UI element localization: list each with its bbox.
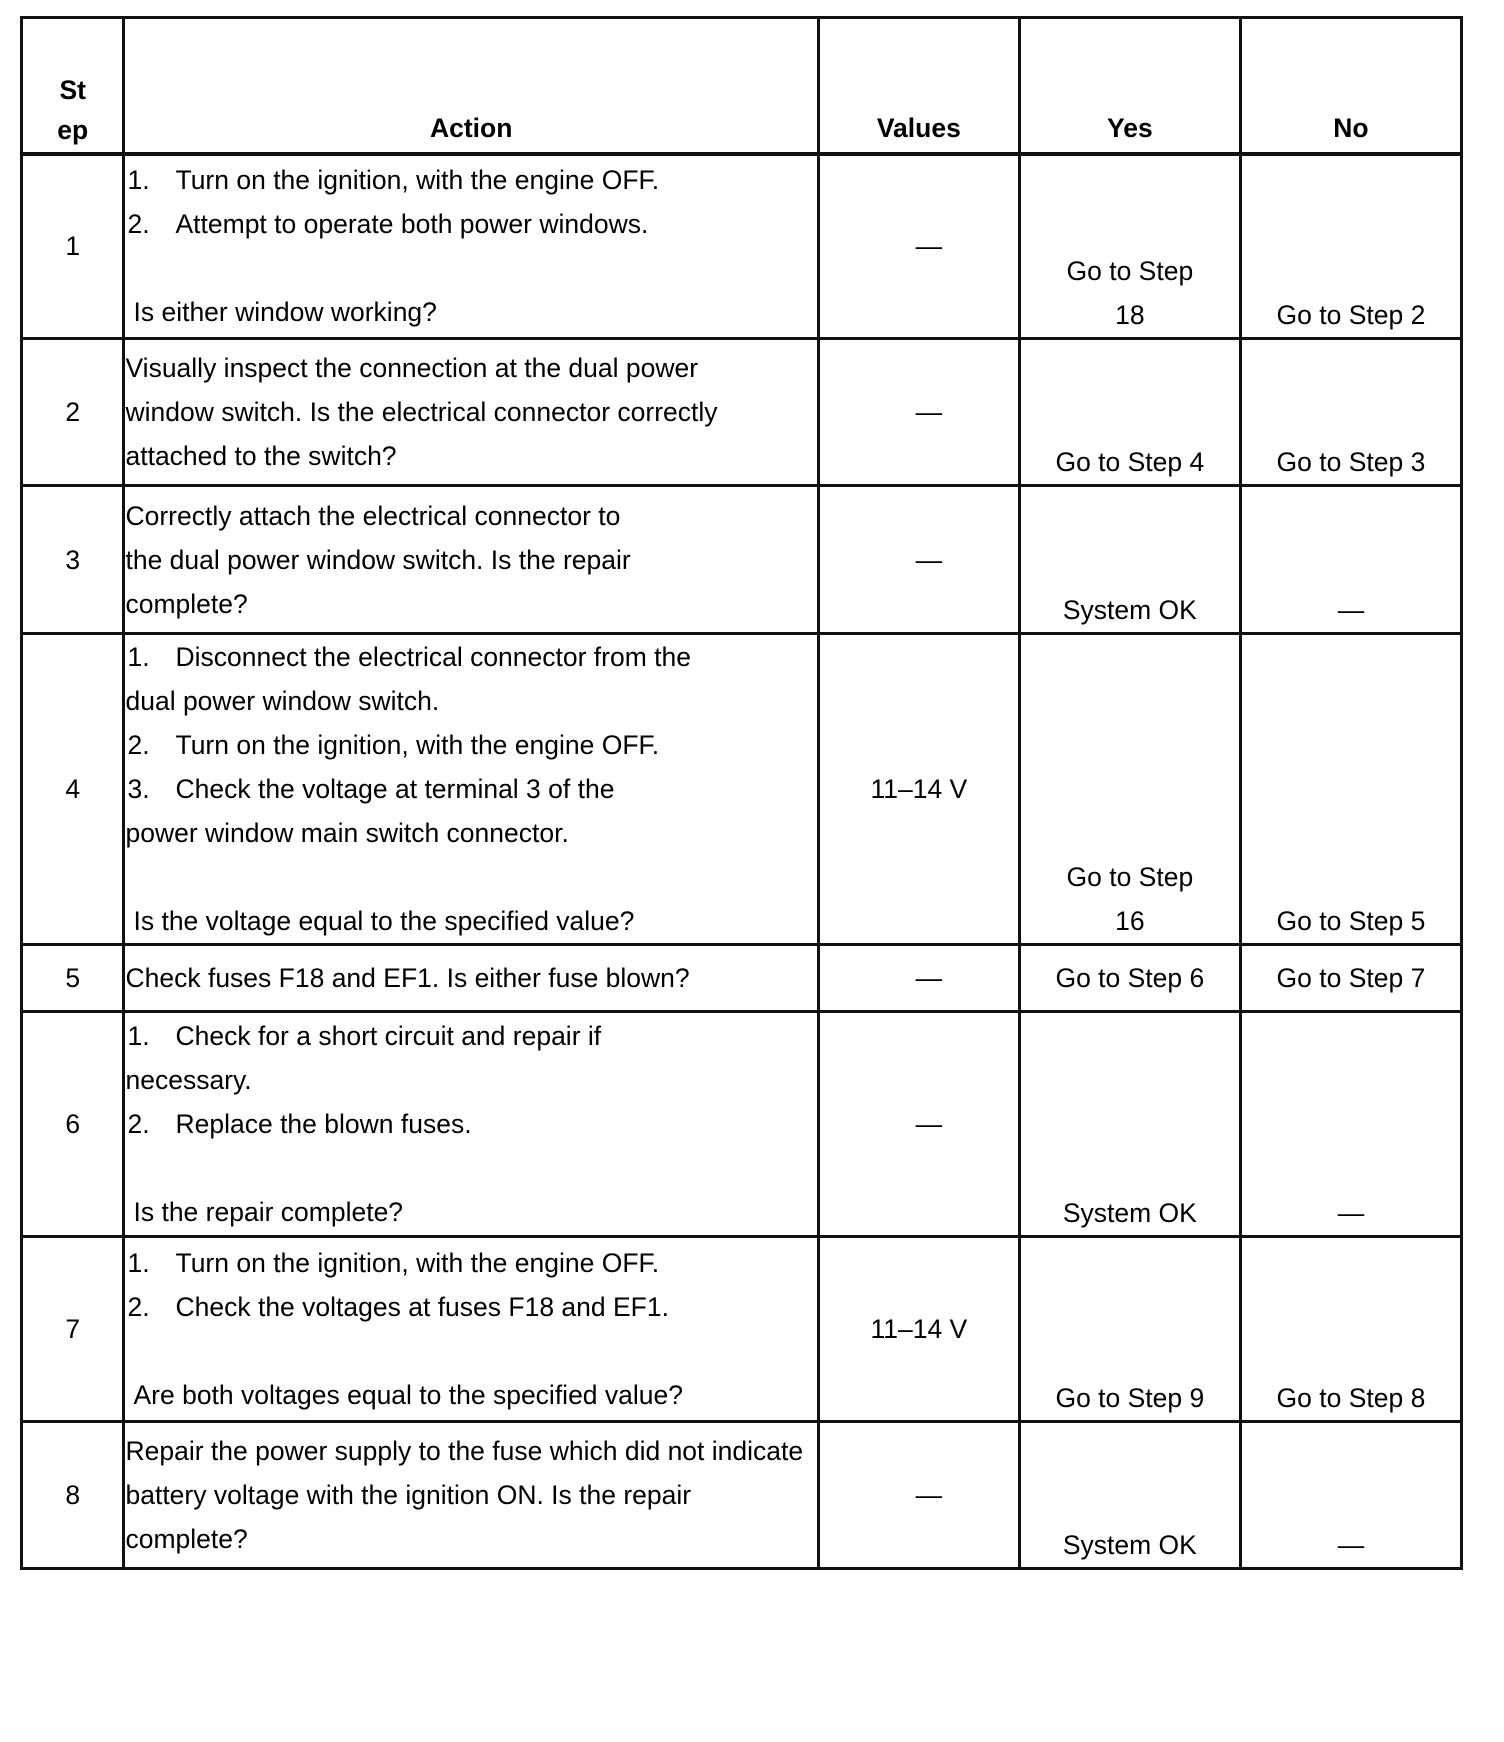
values-text: — (915, 963, 943, 993)
yes-cell: System OK (1019, 486, 1240, 634)
values-cell (818, 339, 1019, 486)
list-text: Attempt to operate both power windows. (175, 209, 649, 240)
no-cell: Go to Step 8 (1240, 1237, 1461, 1422)
step-number: 6 (22, 1012, 124, 1237)
list-number: 1. (127, 642, 150, 672)
yes-cell: System OK (1019, 1422, 1240, 1569)
no-cell: Go to Step 5 (1240, 634, 1461, 945)
action-cell (124, 945, 818, 1012)
list-number: 1. (127, 1021, 150, 1051)
header-step (22, 18, 124, 154)
values-cell (818, 486, 1019, 634)
values-text: — (915, 231, 943, 262)
list-number: 3. (127, 774, 150, 804)
yes-text-line1: Go to Step (1066, 256, 1194, 286)
action-question: Are both voltages equal to the specified value? (133, 1380, 683, 1410)
action-question: Is the voltage equal to the specified value? (133, 906, 635, 936)
list-number: 2. (127, 1292, 150, 1322)
no-cell: Go to Step 2 (1240, 154, 1461, 339)
action-cell (124, 634, 818, 945)
header-values: Values (818, 18, 1019, 154)
yes-cell (1019, 634, 1240, 945)
no-cell: Go to Step 7 (1240, 945, 1461, 1012)
list-continuation: dual power window switch. (125, 686, 440, 716)
yes-cell: Go to Step 4 (1019, 339, 1240, 486)
no-cell: — (1240, 486, 1461, 634)
values-cell (818, 1422, 1019, 1569)
action-list-item (125, 202, 816, 246)
list-continuation: power window main switch connector. (125, 818, 569, 848)
list-text: Check for a short circuit and repair if (175, 1021, 602, 1051)
step-number: 7 (22, 1237, 124, 1422)
values-cell (818, 154, 1019, 339)
yes-cell: Go to Step 6 (1019, 945, 1240, 1012)
yes-text-line1: Go to Step (1066, 862, 1194, 892)
step-number: 3 (22, 486, 124, 634)
action-list-item (125, 767, 816, 811)
action-list-item (125, 1241, 816, 1285)
values-cell (818, 1012, 1019, 1237)
action-cell (124, 1237, 818, 1422)
header-step-line2: ep (57, 114, 89, 145)
action-cell (124, 1012, 818, 1237)
action-question: Is the repair complete? (133, 1197, 404, 1227)
no-cell: — (1240, 1422, 1461, 1569)
list-number: 2. (127, 730, 150, 760)
action-list-item (125, 1285, 816, 1329)
list-text: Check the voltage at terminal 3 of the (175, 774, 615, 804)
action-paragraph: Correctly attach the electrical connector to the dual power window switch. Is the repair complete? (125, 500, 631, 619)
values-text: — (915, 1109, 943, 1139)
step-number: 8 (22, 1422, 124, 1569)
yes-text-line2: 18 (1115, 300, 1145, 330)
values-text: — (915, 1480, 943, 1510)
action-cell (124, 154, 818, 339)
list-text: Disconnect the electrical connector from the (175, 642, 692, 672)
yes-text-line2: 16 (1115, 906, 1145, 936)
no-cell: Go to Step 3 (1240, 339, 1461, 486)
action-cell (124, 339, 818, 486)
list-text: Turn on the ignition, with the engine OFF. (175, 1248, 660, 1278)
table-row (22, 339, 1462, 486)
step-number: 1 (22, 154, 124, 339)
step-number: 5 (22, 945, 124, 1012)
header-no: No (1240, 18, 1461, 154)
action-list-item (125, 635, 816, 679)
list-text: Turn on the ignition, with the engine OFF. (175, 165, 660, 196)
table-row (22, 1237, 1462, 1422)
header-yes: Yes (1019, 18, 1240, 154)
list-number: 1. (127, 165, 150, 196)
values-text: — (915, 544, 943, 575)
values-cell: 11–14 V (818, 634, 1019, 945)
action-cell (124, 1422, 818, 1569)
action-paragraph: Visually inspect the connection at the dual power window switch. Is the electrical connector correctly attached to the switch? (125, 353, 718, 471)
action-list-item (125, 158, 816, 202)
values-cell: 11–14 V (818, 1237, 1019, 1422)
table-row (22, 154, 1462, 339)
action-list-item (125, 1014, 816, 1058)
action-paragraph: Check fuses F18 and EF1. Is either fuse blown? (125, 963, 690, 993)
diagnostic-table (20, 16, 1463, 1570)
values-cell (818, 945, 1019, 1012)
action-question: Is either window working? (133, 297, 437, 328)
action-cell (124, 486, 818, 634)
no-cell: — (1240, 1012, 1461, 1237)
list-number: 2. (127, 209, 150, 240)
list-text: Replace the blown fuses. (175, 1109, 472, 1139)
header-row (22, 18, 1462, 154)
list-text: Check the voltages at fuses F18 and EF1. (175, 1292, 669, 1322)
yes-cell: Go to Step 9 (1019, 1237, 1240, 1422)
table-row (22, 1422, 1462, 1569)
action-list-item (125, 723, 816, 767)
header-step-line1: St (59, 74, 86, 105)
table-row (22, 486, 1462, 634)
values-text: — (915, 397, 943, 427)
action-list-item (125, 1102, 816, 1146)
list-text: Turn on the ignition, with the engine OFF. (175, 730, 660, 760)
header-action: Action (124, 18, 818, 154)
yes-cell: System OK (1019, 1012, 1240, 1237)
list-number: 2. (127, 1109, 150, 1139)
step-number: 4 (22, 634, 124, 945)
table-row (22, 1012, 1462, 1237)
step-number: 2 (22, 339, 124, 486)
table-row (22, 945, 1462, 1012)
list-number: 1. (127, 1248, 150, 1278)
yes-cell (1019, 154, 1240, 339)
table-row (22, 634, 1462, 945)
action-paragraph: Repair the power supply to the fuse which did not indicate battery voltage with the ignition ON. Is the repair complete? (125, 1436, 804, 1554)
list-continuation: necessary. (125, 1065, 252, 1095)
